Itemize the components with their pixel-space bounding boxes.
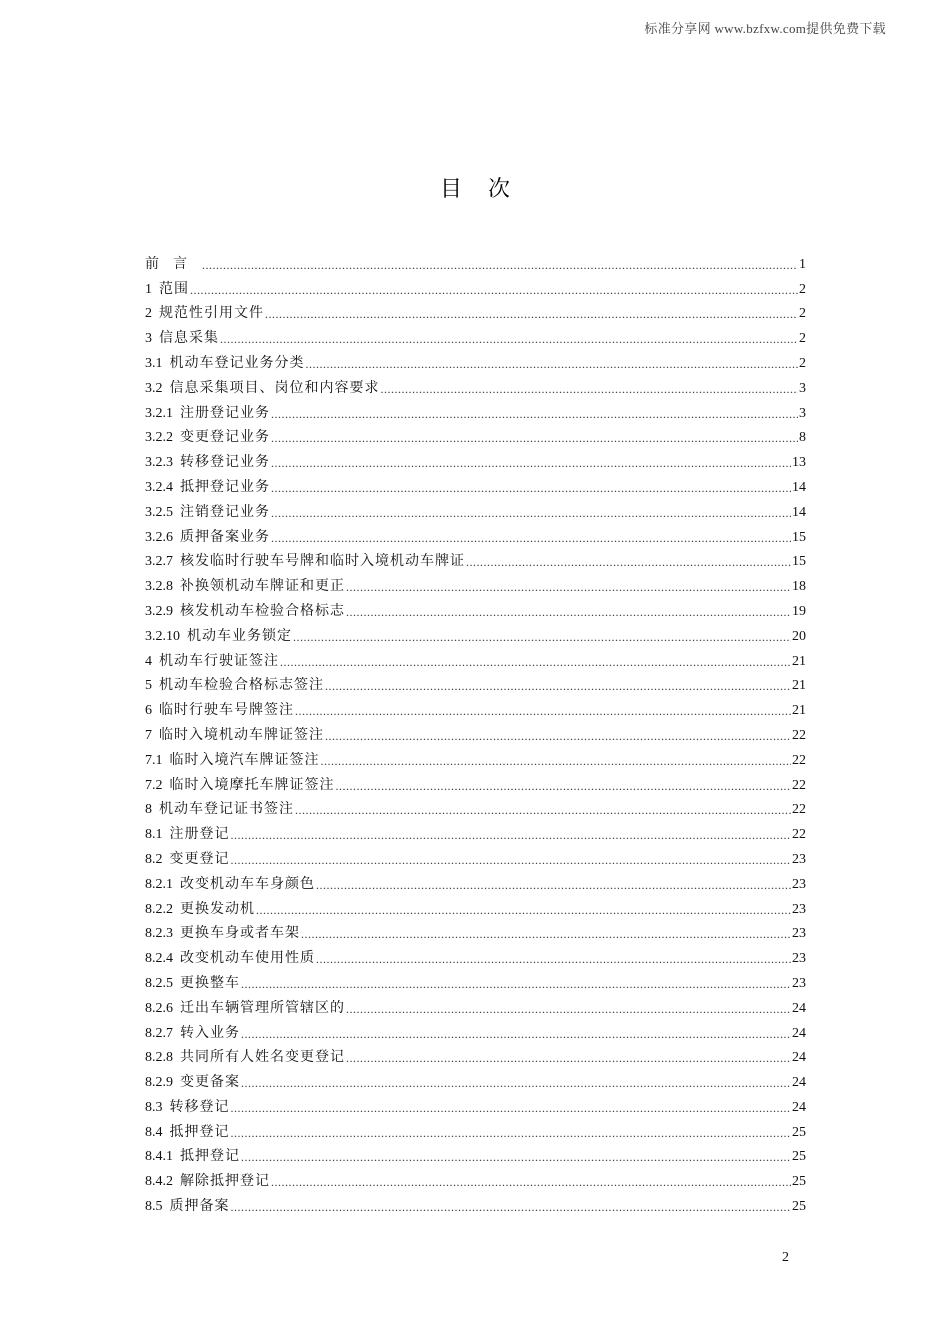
toc-entry-number: 7.2	[145, 777, 163, 793]
toc-entry-number: 8.3	[145, 1099, 163, 1115]
toc-dot-leader	[336, 778, 792, 794]
toc-entry-label: 更换车身或者车架	[180, 926, 300, 942]
toc-dot-leader	[190, 282, 798, 298]
toc-entry[interactable]	[145, 992, 806, 1017]
toc-entry[interactable]	[145, 422, 806, 447]
toc-entry[interactable]	[145, 942, 806, 967]
toc-entry-number: 8.2	[145, 851, 163, 867]
toc-entry[interactable]	[145, 818, 806, 843]
toc-entry-page: 22	[792, 802, 806, 818]
toc-entry-number: 7	[145, 727, 152, 743]
toc-entry[interactable]	[145, 298, 806, 323]
toc-dot-leader	[231, 1125, 792, 1141]
toc-entry[interactable]	[145, 1116, 806, 1141]
toc-entry-page: 8	[799, 430, 806, 446]
toc-dot-leader	[202, 257, 798, 273]
toc-dot-leader	[271, 480, 791, 496]
toc-entry-label: 临时入境机动车牌证签注	[159, 727, 324, 743]
toc-entry-page: 15	[792, 554, 806, 570]
toc-entry[interactable]	[145, 1017, 806, 1042]
toc-dot-leader	[293, 629, 791, 645]
toc-entry-label: 临时行驶车号牌签注	[159, 703, 294, 719]
toc-dot-leader	[316, 951, 791, 967]
toc-dot-leader	[231, 827, 792, 843]
toc-entry[interactable]	[145, 471, 806, 496]
toc-entry-number: 8.2.5	[145, 975, 173, 991]
toc-entry-page: 21	[792, 653, 806, 669]
toc-entry[interactable]	[145, 372, 806, 397]
toc-entry-page: 2	[799, 331, 806, 347]
toc-entry[interactable]	[145, 918, 806, 943]
page-number: 2	[782, 1250, 789, 1265]
toc-entry-label: 转移登记业务	[180, 455, 270, 471]
toc-entry[interactable]	[145, 546, 806, 571]
toc-entry-label: 改变机动车使用性质	[180, 951, 315, 967]
toc-dot-leader	[346, 579, 791, 595]
toc-entry-number: 2	[145, 306, 152, 322]
toc-entry[interactable]	[145, 893, 806, 918]
toc-entry[interactable]	[145, 248, 806, 273]
toc-dot-leader	[280, 654, 791, 670]
toc-dot-leader	[271, 406, 798, 422]
toc-entry-label: 范围	[159, 281, 189, 297]
toc-entry[interactable]	[145, 794, 806, 819]
toc-entry-number: 5	[145, 678, 152, 694]
toc-entry-label: 机动车登记证书签注	[159, 802, 294, 818]
toc-entry-page: 23	[792, 951, 806, 967]
toc-entry-page: 19	[792, 603, 806, 619]
toc-entry[interactable]	[145, 1190, 806, 1215]
toc-entry-page: 24	[792, 1050, 806, 1066]
toc-entry-label: 转入业务	[180, 1025, 240, 1041]
toc-entry-number: 8.1	[145, 827, 163, 843]
toc-entry[interactable]	[145, 595, 806, 620]
toc-dot-leader	[346, 604, 791, 620]
toc-entry-page: 18	[792, 579, 806, 595]
toc-entry-label: 质押备案业务	[180, 529, 270, 545]
toc-entry-page: 1	[799, 256, 806, 272]
toc-entry-number: 8.2.2	[145, 901, 173, 917]
toc-dot-leader	[271, 430, 798, 446]
toc-entry-label: 临时入境摩托车牌证签注	[169, 777, 335, 793]
toc-entry-page: 23	[792, 901, 806, 917]
toc-dot-leader	[271, 455, 791, 471]
toc-entry-label: 信息采集	[159, 331, 219, 347]
toc-entry-label: 核发机动车检验合格标志	[180, 603, 345, 619]
toc-entry-page: 3	[799, 405, 806, 421]
toc-entry-page: 2	[799, 306, 806, 322]
toc-entry-page: 25	[792, 1149, 806, 1165]
toc-dot-leader	[346, 1050, 791, 1066]
toc-entry-label: 注册登记业务	[180, 405, 270, 421]
toc-dot-leader	[231, 1199, 792, 1215]
toc-entry-number: 7.1	[145, 752, 163, 768]
toc-entry-page: 2	[799, 355, 806, 371]
toc-entry-page: 24	[792, 1099, 806, 1115]
toc-dot-leader	[265, 306, 798, 322]
toc-entry[interactable]	[145, 694, 806, 719]
toc-entry-page: 15	[792, 529, 806, 545]
toc-entry[interactable]	[145, 843, 806, 868]
toc-entry[interactable]	[145, 1141, 806, 1166]
toc-entry-page: 24	[792, 1075, 806, 1091]
toc-entry-page: 2	[799, 281, 806, 297]
toc-entry-number: 3.2.10	[145, 628, 180, 644]
toc-entry-page: 14	[792, 504, 806, 520]
toc-entry-number: 8.2.7	[145, 1025, 173, 1041]
toc-entry-page: 22	[792, 777, 806, 793]
toc-entry[interactable]	[145, 1066, 806, 1091]
toc-entry-number: 8	[145, 802, 152, 818]
toc-entry-label: 迁出车辆管理所管辖区的	[180, 1000, 345, 1016]
toc-dot-leader	[346, 1001, 791, 1017]
toc-entry[interactable]	[145, 1165, 806, 1190]
toc-entry-label: 机动车登记业务分类	[169, 355, 305, 371]
toc-entry-label: 信息采集项目、岗位和内容要求	[169, 380, 380, 396]
toc-entry-number: 8.4.1	[145, 1149, 173, 1165]
toc-entry-page: 23	[792, 975, 806, 991]
toc-entry-page: 25	[792, 1124, 806, 1140]
toc-entry-page: 14	[792, 479, 806, 495]
toc-entry-label: 注册登记	[169, 827, 230, 843]
toc-entry-number: 8.2.9	[145, 1075, 173, 1091]
toc-entry-number: 3.2.2	[145, 430, 173, 446]
toc-entry[interactable]	[145, 744, 806, 769]
toc-entry[interactable]	[145, 645, 806, 670]
toc-entry-page: 25	[792, 1174, 806, 1190]
toc-entry-page: 13	[792, 455, 806, 471]
toc-dot-leader	[271, 530, 791, 546]
toc-dot-leader	[295, 703, 791, 719]
toc-entry-number: 8.2.8	[145, 1050, 173, 1066]
toc-entry-label: 变更登记	[169, 851, 230, 867]
toc-entry-page: 22	[792, 752, 806, 768]
table-of-contents	[145, 248, 806, 1215]
toc-entry[interactable]	[145, 496, 806, 521]
toc-entry-label: 共同所有人姓名变更登记	[180, 1050, 345, 1066]
toc-entry-number: 6	[145, 703, 152, 719]
toc-entry-page: 21	[792, 678, 806, 694]
toc-dot-leader	[295, 802, 791, 818]
toc-entry-page: 3	[799, 380, 806, 396]
toc-entry-number: 3	[145, 331, 152, 347]
toc-entry-number: 1	[145, 281, 152, 297]
toc-entry[interactable]	[145, 868, 806, 893]
toc-entry-label: 机动车业务锁定	[187, 628, 292, 644]
toc-entry-page: 24	[792, 1025, 806, 1041]
toc-entry-number: 8.4	[145, 1124, 163, 1140]
toc-entry-page: 23	[792, 851, 806, 867]
toc-entry-number: 8.2.6	[145, 1000, 173, 1016]
toc-title: 目次	[439, 177, 536, 202]
toc-entry-number: 3.2.4	[145, 479, 173, 495]
toc-dot-leader	[241, 1149, 791, 1165]
toc-entry[interactable]	[145, 322, 806, 347]
toc-entry-number: 3.1	[145, 355, 163, 371]
toc-entry-label: 变更备案	[180, 1075, 240, 1091]
toc-entry-label: 抵押登记	[180, 1149, 240, 1165]
toc-entry[interactable]	[145, 570, 806, 595]
toc-entry-label: 改变机动车车身颜色	[180, 876, 315, 892]
toc-entry-number: 8.5	[145, 1199, 163, 1215]
toc-dot-leader	[321, 753, 792, 769]
toc-entry-number: 3.2.9	[145, 603, 173, 619]
toc-entry-page: 25	[792, 1199, 806, 1215]
toc-dot-leader	[325, 728, 791, 744]
toc-entry[interactable]	[145, 1042, 806, 1067]
toc-entry-label: 转移登记	[169, 1099, 230, 1115]
toc-entry-label: 变更登记业务	[180, 430, 270, 446]
toc-entry-number: 3.2.6	[145, 529, 173, 545]
toc-entry-label: 规范性引用文件	[159, 306, 264, 322]
toc-entry-page: 22	[792, 727, 806, 743]
toc-entry-number: 4	[145, 653, 152, 669]
toc-dot-leader	[231, 1100, 792, 1116]
toc-dot-leader	[325, 678, 791, 694]
toc-entry-number: 3.2.7	[145, 554, 173, 570]
toc-dot-leader	[301, 926, 791, 942]
toc-entry[interactable]	[145, 620, 806, 645]
toc-entry[interactable]	[145, 446, 806, 471]
toc-entry[interactable]	[145, 521, 806, 546]
toc-entry-label: 更换整车	[180, 975, 240, 991]
toc-dot-leader	[256, 902, 791, 918]
toc-entry-number: 8.2.3	[145, 926, 173, 942]
toc-entry-label: 抵押登记	[169, 1124, 230, 1140]
toc-entry[interactable]	[145, 719, 806, 744]
toc-entry-page: 24	[792, 1000, 806, 1016]
toc-entry-page: 21	[792, 703, 806, 719]
toc-dot-leader	[466, 554, 791, 570]
toc-dot-leader	[241, 976, 791, 992]
toc-dot-leader	[271, 505, 791, 521]
toc-entry-number: 3.2.5	[145, 504, 173, 520]
toc-entry-label: 解除抵押登记	[180, 1174, 270, 1190]
toc-entry[interactable]	[145, 1091, 806, 1116]
toc-dot-leader	[241, 1075, 791, 1091]
toc-entry[interactable]	[145, 769, 806, 794]
toc-entry-label: 抵押登记业务	[180, 479, 270, 495]
toc-entry-number: 8.4.2	[145, 1174, 173, 1190]
toc-entry-label: 临时入境汽车牌证签注	[169, 752, 320, 768]
toc-entry-label: 核发临时行驶车号牌和临时入境机动车牌证	[180, 554, 465, 570]
site-download-note: 标准分享网 www.bzfxw.com提供免费下载	[644, 21, 886, 36]
toc-dot-leader	[316, 877, 791, 893]
toc-entry-number: 3.2.8	[145, 579, 173, 595]
toc-entry-label: 质押备案	[169, 1199, 230, 1215]
toc-entry-label: 补换领机动车牌证和更正	[180, 579, 345, 595]
toc-entry[interactable]	[145, 397, 806, 422]
toc-dot-leader	[241, 1026, 791, 1042]
toc-entry-label: 前言	[145, 256, 201, 272]
toc-entry-page: 23	[792, 926, 806, 942]
toc-entry-label: 机动车检验合格标志签注	[159, 678, 324, 694]
toc-dot-leader	[381, 381, 799, 397]
toc-entry-number: 3.2.1	[145, 405, 173, 421]
toc-dot-leader	[271, 1174, 791, 1190]
toc-entry-number: 3.2	[145, 380, 163, 396]
toc-dot-leader	[231, 852, 792, 868]
toc-dot-leader	[220, 331, 798, 347]
toc-entry-label: 注销登记业务	[180, 504, 270, 520]
toc-entry-label: 机动车行驶证签注	[159, 653, 279, 669]
toc-entry[interactable]	[145, 273, 806, 298]
toc-entry-page: 22	[792, 827, 806, 843]
toc-entry[interactable]	[145, 347, 806, 372]
toc-entry-number: 3.2.3	[145, 455, 173, 471]
toc-entry-page: 23	[792, 876, 806, 892]
toc-entry[interactable]	[145, 967, 806, 992]
toc-entry-label: 更换发动机	[180, 901, 255, 917]
toc-entry-number: 8.2.4	[145, 951, 173, 967]
toc-entry[interactable]	[145, 670, 806, 695]
toc-entry-page: 20	[792, 628, 806, 644]
toc-entry-number: 8.2.1	[145, 876, 173, 892]
toc-dot-leader	[306, 356, 799, 372]
